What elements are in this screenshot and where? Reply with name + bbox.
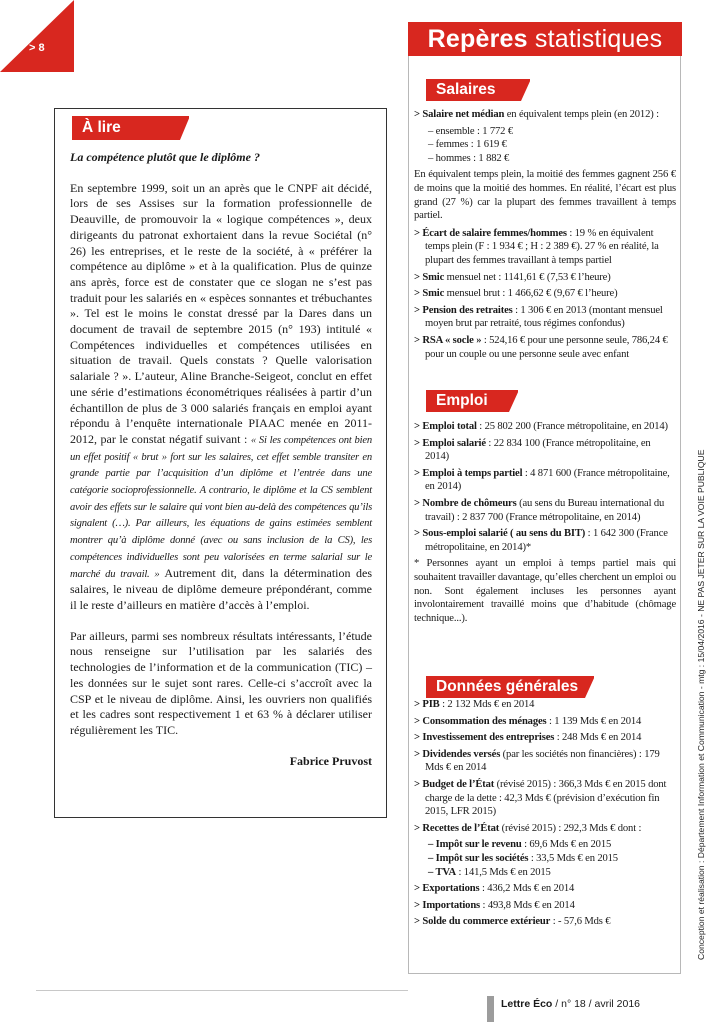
item-text: mensuel brut : 1 466,62 € (9,67 € l’heure) (444, 288, 618, 300)
item-label: > Emploi total (414, 421, 477, 432)
salaires-item (414, 227, 676, 268)
emploi-section (414, 420, 676, 629)
item-label: – TVA (428, 866, 457, 878)
median-row: – ensemble : 1 772 € (428, 125, 513, 137)
emploi-item (414, 467, 676, 494)
donnees-item (414, 822, 676, 836)
item-text: : 22 834 100 (France métropolitaine, en 2014) (425, 437, 651, 463)
item-text: : 19 % en équivalent temps plein (F : 1 934 € ; H : 2 389 €). 27 % en réalité, la plupart des femmes travaillant à temps partiel (425, 227, 659, 266)
donnees-item (414, 698, 676, 712)
lire-p1-end: Autrement dit, dans la détermination des salaires, le niveau de diplôme demeure prépondérant, comme il le reste d’ailleurs en matière d’accès à l’emploi. (70, 565, 372, 612)
item-label: > Smic (414, 288, 445, 300)
lire-p1-text: En septembre 1999, soit un an après que le CNPF ait décidé, lors de ses Assises sur la formation professionnelle de Deauville, de promouvoir la « logique compétences », deux dirigeants du patronat exhortaient dans la revue Sociétal (n° 26) les entreprises, et le reste de la société, à « préférer la compétence au diplôme » et à la qualification. Plus de quinze ans après, force est de constater que ce slogan ne s’est pas traduit pour les salariés en « espèces sonnantes et trébuchantes ». Tel est le moins le constat dressé par la Dares dans un document de travail de septembre 2015 (n° 193) intitulé « Compétences individuelles et compétences utilisées en situation de travail. Quels constats ? Quelle valorisation salariale ? ». L’auteur, Aline Branche-Seigeot, conclut en effet une série d’estimations économétriques réalisées à partir d’un échantillon de plus de 3 000 salariés français en emploi ayant répondu à l’enquête internationale PIAAC menée en 2011-2012, par le constat négatif suivant : (70, 180, 372, 446)
item-text: : 1 306 € en 2013 (montant mensuel moyen brut par retraité, tous régimes confondus) (425, 304, 663, 330)
item-label: > Emploi à temps partiel (414, 467, 523, 479)
corner-triangle (0, 0, 74, 72)
item-label: > Recettes de l’État (414, 822, 500, 834)
item-text: (révisé 2015) : 292,3 Mds € dont : (499, 822, 642, 834)
item-label: – Impôt sur le revenu (428, 839, 522, 851)
item-text: : 141,5 Mds € en 2015 (456, 866, 551, 878)
item-label: > PIB (414, 699, 440, 710)
median-label: > Salaire net médian (414, 109, 505, 120)
item-label: > Emploi salarié (414, 437, 486, 449)
median-text: en équivalent temps plein (en 2012) : (504, 109, 659, 120)
footer-brand: Lettre Éco (501, 998, 553, 1010)
donnees-sub-item (414, 866, 676, 880)
item-text: : 436,2 Mds € en 2014 (479, 883, 575, 895)
lire-subtitle: La compétence plutôt que le diplôme ? (70, 150, 260, 164)
vertical-credit: Conception et réalisation : Département Information et Communication - mtg : 15/04/2016 - NE PAS JETER SUR LA VOIE PUBLIQUE (696, 449, 706, 960)
donnees-item (414, 715, 676, 729)
item-label: > RSA « socle » (414, 334, 482, 346)
salaires-item (414, 271, 676, 285)
lire-heading: À lire (72, 116, 189, 140)
item-text: : 1 139 Mds € en 2014 (546, 715, 642, 727)
median-row: – hommes : 1 882 € (428, 152, 510, 164)
item-label: > Exportations (414, 883, 480, 895)
footer-issue: / n° 18 / avril 2016 (552, 998, 641, 1010)
item-label: > Nombre de chômeurs (414, 497, 517, 509)
emploi-heading: Emploi (426, 390, 518, 412)
item-text: : 248 Mds € en 2014 (554, 732, 642, 744)
donnees-item (414, 882, 676, 896)
donnees-section (414, 698, 676, 932)
emploi-item (414, 527, 676, 554)
donnees-heading: Données générales (426, 676, 594, 698)
lire-author: Fabrice Pruvost (289, 753, 372, 768)
item-label: > Consommation des ménages (414, 715, 547, 727)
item-text: (révisé 2015) : 366,3 Mds € en 2015 dont charge de la dette : 42,3 Mds € (prévision d’exécution fin 2015, LFR 2015) (425, 778, 667, 818)
donnees-item (414, 748, 676, 775)
donnees-item (414, 731, 676, 745)
lire-quote: « Si les compétences ont bien un effet positif « brut » fort sur les salaires, cet effet semble transiter en grande partie par l’acquisition d’un diplôme et l’entrée dans une catégorie socioprofessionnelle. A contrario, le diplôme et la CS semblent avoir des effets sur le salaire qui vont bien au-delà des compétences qu’ils signalent (…). Par ailleurs, les équations de gains estimées semblent montrer qu’à diplôme donné (avec ou sans inclusion de la CS), les compétences individuelles sont peu valorisées en terme salarial sur le marché du travail. » (70, 434, 372, 580)
donnees-sub-item (414, 838, 676, 852)
item-label: > Sous-emploi salarié ( au sens du BIT) (414, 528, 586, 540)
lire-paragraph-2: Par ailleurs, parmi ses nombreux résultats intéressants, l’étude nous renseigne sur l’utilisation par les salariés des technologies de l’information et de la communication (TIC) – les données sur le sujet sont rares. Celle-ci s’accroît avec la CSP et le niveau de diplôme. Ainsi, les ouvriers non qualifiés et les cadres sont respectivement 1 et 63 % à déclarer utiliser régulièrement les TIC. (70, 628, 372, 737)
lire-article (70, 150, 372, 769)
item-text: : 33,5 Mds € en 2015 (528, 852, 618, 864)
footer (501, 996, 640, 1012)
item-text: mensuel net : 1141,61 € (7,53 € l’heure) (444, 271, 611, 283)
donnees-item (414, 899, 676, 913)
salaires-section (414, 108, 676, 364)
footer-bar (487, 996, 494, 1022)
emploi-item (414, 497, 676, 524)
item-text: : 2 132 Mds € en 2014 (439, 699, 535, 710)
item-text: : 1 642 300 (France métropolitaine, en 2014)* (425, 528, 668, 553)
item-text: (par les sociétés non financières) : 179 Mds € en 2014 (425, 748, 660, 774)
item-label: > Budget de l’État (414, 778, 495, 790)
donnees-sub-item (414, 852, 676, 866)
item-text: (au sens du Bureau international du travail) : 2 837 700 (France métropolitaine, en 2014) (425, 497, 665, 523)
reperes-banner (408, 22, 682, 56)
item-label: > Importations (414, 899, 481, 911)
emploi-note: * Personnes ayant un emploi à temps partiel mais qui souhaitent travailler davantage, qu’elles cherchent un emploi ou non. Sont également incluses les personnes ayant involontairement travaillé moins que d’habitude (chômage technique...). (414, 558, 676, 624)
salaires-heading: Salaires (426, 79, 530, 101)
item-label: > Investissement des entreprises (414, 732, 555, 744)
item-label: > Écart de salaire femmes/hommes (414, 227, 567, 239)
item-text: : 4 871 600 (France métropolitaine, en 2014) (425, 467, 670, 493)
item-label: > Smic (414, 271, 445, 283)
footer-divider (36, 990, 408, 991)
salaires-item (414, 304, 676, 331)
item-text: : 524,16 € pour une personne seule, 786,24 € pour un couple ou une personne seule avec enfant (425, 334, 668, 360)
salaires-item (414, 287, 676, 301)
donnees-item (414, 778, 676, 819)
lire-paragraph-1 (70, 181, 372, 614)
emploi-item (414, 420, 676, 434)
emploi-item (414, 437, 676, 464)
item-label: – Impôt sur les sociétés (428, 852, 529, 864)
item-text: : 25 802 200 (France métropolitaine, en 2014) (476, 421, 668, 432)
item-label: > Pension des retraites (414, 304, 513, 316)
median-row: – femmes : 1 619 € (428, 139, 507, 151)
item-label: > Dividendes versés (414, 748, 501, 760)
item-text: : - 57,6 Mds € (550, 916, 611, 928)
median-item (414, 108, 676, 122)
item-text: : 69,6 Mds € en 2015 (521, 839, 612, 851)
banner-title-rest: statistiques (534, 25, 663, 53)
item-text: : 493,8 Mds € en 2014 (480, 899, 575, 911)
donnees-item (414, 915, 676, 929)
salaires-item (414, 334, 676, 361)
banner-title-bold: Repères (427, 25, 528, 53)
salaires-note: En équivalent temps plein, la moitié des femmes gagnent 256 € de moins que la moitié des hommes. En réalité, l’écart est plus grand (27 %) car la plupart des femmes travaillent à temps partiel. (414, 169, 676, 222)
item-label: > Solde du commerce extérieur (414, 916, 551, 928)
page-number: > 8 (29, 42, 45, 54)
